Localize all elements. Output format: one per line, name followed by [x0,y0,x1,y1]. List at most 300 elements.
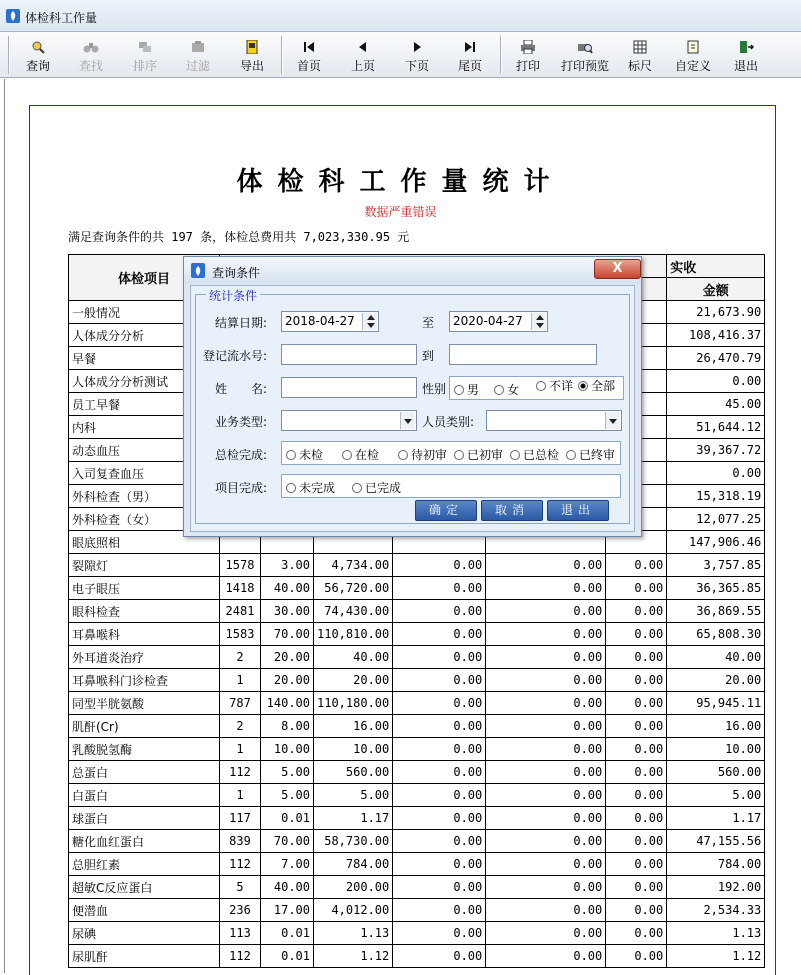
cell-name: 糖化血红蛋白 [69,830,220,853]
cell-total: 1.12 [314,945,393,968]
cell-amount: 192.00 [667,876,765,899]
table-row [69,554,765,577]
dialog-exit-button[interactable]: 退出 [547,500,609,521]
cell-cnt: 2 [220,646,261,669]
next-page-icon [409,40,425,54]
cell-price: 20.00 [261,646,314,669]
cell-name: 尿碘 [69,922,220,945]
sort-icon [137,40,153,54]
cell-cnt: 112 [220,761,261,784]
cell-c6: 0.00 [486,922,606,945]
cell-c7: 0.00 [606,761,667,784]
print-preview-label: 打印预览 [560,59,609,73]
cell-price: 70.00 [261,830,314,853]
cell-c7: 0.00 [606,876,667,899]
window-title: 体检科工作量 [25,11,98,25]
next-page-label: 下页 [404,59,429,73]
cell-name: 外耳道炎治疗 [69,646,220,669]
cell-price: 70.00 [261,623,314,646]
cell-price: 5.00 [261,784,314,807]
cell-c5: 0.00 [393,738,486,761]
ruler-icon [632,40,648,54]
radio-dot [494,385,504,395]
cell-name: 动态血压 [69,439,220,462]
cell-c7: 0.00 [606,577,667,600]
cell-price: 10.00 [261,738,314,761]
cell-c7: 0.00 [606,853,667,876]
sort-button[interactable] [120,36,170,76]
cell-cnt: 112 [220,945,261,968]
cell-c5: 0.00 [393,646,486,669]
table-row [69,876,765,899]
prev-page-button[interactable] [338,36,388,76]
cell-price: 20.00 [261,669,314,692]
gender-female-label: 女 [507,383,520,397]
print-preview-button[interactable] [557,36,613,76]
radio-dot [510,450,520,460]
cell-total: 1.17 [314,807,393,830]
print-label: 打印 [515,59,540,73]
cell-c6: 0.00 [486,899,606,922]
table-row [69,738,765,761]
report-summary: 满足查询条件的共 197 条，体检总费用共 7,023,330.95 元 [68,230,410,244]
table-row [69,807,765,830]
cell-c6: 0.00 [486,738,606,761]
exit-button[interactable] [721,36,771,76]
cell-name: 内科 [69,416,220,439]
query-icon [30,40,46,54]
next-page-button[interactable] [392,36,442,76]
gender-unknown-radio[interactable] [536,377,573,394]
report-error-message: 数据严重错误 [364,205,437,219]
cell-cnt: 236 [220,899,261,922]
table-row [69,669,765,692]
cell-cnt: 1 [220,784,261,807]
table-row [69,899,765,922]
cell-cnt: 113 [220,922,261,945]
customize-label: 自定义 [674,59,711,73]
col-header-shishou: 实收 [667,255,765,278]
cell-c6: 0.00 [486,876,606,899]
cell-c5: 0.00 [393,715,486,738]
cell-c6: 0.00 [486,761,606,784]
date-to-label: 至 [422,316,435,330]
cell-c7: 0.00 [606,830,667,853]
cell-amount: 10.00 [667,738,765,761]
cell-c5: 0.00 [393,623,486,646]
ruler-button[interactable] [615,36,665,76]
dialog-close-button[interactable]: X [594,259,641,279]
table-row [69,692,765,715]
settle-date-label: 结算日期: [215,316,268,330]
cell-c6: 0.00 [486,554,606,577]
cell-amount: 1.13 [667,922,765,945]
cell-c7: 0.00 [606,807,667,830]
cell-total: 784.00 [314,853,393,876]
cell-cnt: 112 [220,853,261,876]
cell-total: 74,430.00 [314,600,393,623]
cell-name: 入司复查血压 [69,462,220,485]
cell-name: 球蛋白 [69,807,220,830]
final-check-option[interactable] [510,446,559,463]
cell-name: 尿肌酐 [69,945,220,968]
cell-c6: 0.00 [486,715,606,738]
table-row [69,853,765,876]
cell-c5: 0.00 [393,830,486,853]
cell-c6: 0.00 [486,807,606,830]
cell-c5: 0.00 [393,945,486,968]
gender-male-label: 男 [467,383,480,397]
cell-cnt: 839 [220,830,261,853]
serial-number-label: 登记流水号: [203,349,268,363]
cell-name: 总蛋白 [69,761,220,784]
cell-amount: 147,906.46 [667,531,765,554]
radio-dot [286,450,296,460]
item-done-radio-group [281,474,621,498]
cell-price: 3.00 [261,554,314,577]
staff-type-select[interactable] [486,410,622,431]
export-label: 导出 [239,59,264,73]
cell-amount: 16.00 [667,715,765,738]
cell-cnt: 787 [220,692,261,715]
cell-c7: 0.00 [606,646,667,669]
gender-female-radio[interactable] [494,381,519,398]
gender-radio-group [449,376,624,400]
last-page-label: 尾页 [457,59,482,73]
cell-price: 7.00 [261,853,314,876]
staff-type-label: 人员类别: [422,415,475,429]
cell-amount: 95,945.11 [667,692,765,715]
cell-total: 56,720.00 [314,577,393,600]
cell-c6: 0.00 [486,784,606,807]
cell-amount: 0.00 [667,462,765,485]
final-check-label: 总检完成: [215,448,268,462]
cell-c6: 0.00 [486,669,606,692]
cell-c7: 0.00 [606,669,667,692]
cell-c7: 0.00 [606,922,667,945]
table-row [69,922,765,945]
cell-price: 17.00 [261,899,314,922]
cell-cnt: 117 [220,807,261,830]
gender-all-label: 全部 [591,379,616,393]
business-type-select[interactable] [281,410,417,431]
cell-name: 外科检查（男） [69,485,220,508]
cell-cnt: 1 [220,669,261,692]
find-label: 查找 [78,59,103,73]
dialog-titlebar [184,257,641,284]
criteria-group-title: 统计条件 [206,287,260,304]
cell-amount: 45.00 [667,393,765,416]
app-icon [6,9,20,23]
final-check-option-label: 已初审 [467,448,504,462]
cell-name: 耳鼻喉科门诊检查 [69,669,220,692]
cell-amount: 15,318.19 [667,485,765,508]
cell-c5: 0.00 [393,784,486,807]
cell-total: 560.00 [314,761,393,784]
cell-total: 58,730.00 [314,830,393,853]
toolbar [0,32,801,78]
prev-page-icon [355,40,371,54]
table-row [69,830,765,853]
cell-c6: 0.00 [486,853,606,876]
cell-name: 早餐 [69,347,220,370]
table-row [69,577,765,600]
cell-total: 5.00 [314,784,393,807]
cell-c7: 0.00 [606,600,667,623]
cell-total: 16.00 [314,715,393,738]
final-check-option[interactable] [342,446,379,463]
cell-c7: 0.00 [606,784,667,807]
cell-price: 30.00 [261,600,314,623]
last-page-button[interactable] [445,36,495,76]
cell-c5: 0.00 [393,922,486,945]
cell-c7: 0.00 [606,715,667,738]
final-check-option-label: 已总检 [523,448,560,462]
cell-c7: 0.00 [606,945,667,968]
item-done-option[interactable] [352,479,401,496]
cell-amount: 47,155.56 [667,830,765,853]
cell-amount: 39,367.72 [667,439,765,462]
exit-icon [738,40,754,54]
cell-total: 110,810.00 [314,623,393,646]
serial-from-input[interactable] [281,344,417,365]
cell-amount: 20.00 [667,669,765,692]
cell-amount: 26,470.79 [667,347,765,370]
cell-c6: 0.00 [486,623,606,646]
cell-name: 白蛋白 [69,784,220,807]
table-row [69,784,765,807]
cell-c5: 0.00 [393,577,486,600]
toolbar-separator [8,36,10,74]
cell-name: 眼底照相 [69,531,220,554]
filter-label: 过滤 [185,59,210,73]
final-check-option[interactable] [286,446,323,463]
cell-price: 40.00 [261,577,314,600]
cell-c6: 0.00 [486,830,606,853]
cell-c6: 0.00 [486,945,606,968]
query-label: 查询 [25,59,50,73]
exit-label: 退出 [733,59,758,73]
radio-dot [566,450,576,460]
cell-total: 20.00 [314,669,393,692]
cell-price: 0.01 [261,945,314,968]
cell-total: 200.00 [314,876,393,899]
toolbar-separator [500,36,502,74]
export-icon [244,40,260,54]
cell-cnt: 2 [220,715,261,738]
cell-name: 耳鼻喉科 [69,623,220,646]
dialog-title: 查询条件 [212,266,261,280]
cell-amount: 0.00 [667,370,765,393]
cell-amount: 1.12 [667,945,765,968]
chevron-down-icon[interactable] [400,412,415,429]
date-to-spinner[interactable] [531,313,546,330]
radio-dot-selected [578,381,588,391]
cell-name: 同型半胱氨酸 [69,692,220,715]
final-check-radio-group [281,441,621,465]
gender-unknown-label: 不详 [549,379,574,393]
cell-total: 1.13 [314,922,393,945]
cell-total: 40.00 [314,646,393,669]
item-done-option-label: 未完成 [299,481,336,495]
cell-name: 总胆红素 [69,853,220,876]
final-check-option[interactable] [454,446,503,463]
cell-cnt: 1578 [220,554,261,577]
cell-total: 10.00 [314,738,393,761]
cell-cnt: 2481 [220,600,261,623]
print-button[interactable] [503,36,553,76]
radio-dot [454,450,464,460]
cell-cnt: 1418 [220,577,261,600]
cell-amount: 108,416.37 [667,324,765,347]
criteria-group [195,289,630,524]
cell-name: 超敏C反应蛋白 [69,876,220,899]
customize-button[interactable] [668,36,718,76]
cell-amount: 40.00 [667,646,765,669]
col-header-item: 体检项目 [69,255,220,301]
final-check-option[interactable] [566,446,615,463]
cell-name: 眼科检查 [69,600,220,623]
item-done-label: 项目完成: [215,481,268,495]
item-done-option[interactable] [286,479,335,496]
cell-c7: 0.00 [606,738,667,761]
cell-total: 110,180.00 [314,692,393,715]
radio-dot [454,385,464,395]
final-check-option[interactable] [398,446,447,463]
filter-icon [190,40,206,54]
cell-c5: 0.00 [393,554,486,577]
cell-amount: 21,673.90 [667,301,765,324]
cell-c5: 0.00 [393,669,486,692]
cell-name: 裂隙灯 [69,554,220,577]
cell-c5: 0.00 [393,807,486,830]
cell-name: 便潜血 [69,899,220,922]
cell-amount: 36,869.55 [667,600,765,623]
report-title: 体检科工作量统计 [236,167,565,197]
col-header-amount: 金额 [667,278,765,301]
table-row [69,761,765,784]
cell-c7: 0.00 [606,692,667,715]
cell-name: 人体成分分析测试 [69,370,220,393]
radio-dot [286,483,296,493]
cell-c7: 0.00 [606,623,667,646]
table-row [69,945,765,968]
radio-dot [536,381,546,391]
last-page-icon [462,40,478,54]
cell-amount: 12,077.25 [667,508,765,531]
cell-name: 人体成分分析 [69,324,220,347]
cell-c5: 0.00 [393,761,486,784]
ok-button[interactable]: 确定 [415,500,477,521]
radio-dot [398,450,408,460]
export-button[interactable] [227,36,277,76]
radio-dot [342,450,352,460]
cell-price: 40.00 [261,876,314,899]
cell-c5: 0.00 [393,899,486,922]
cell-amount: 36,365.85 [667,577,765,600]
final-check-option-label: 待初审 [411,448,448,462]
cell-price: 8.00 [261,715,314,738]
cell-amount: 1.17 [667,807,765,830]
cell-amount: 2,534.33 [667,899,765,922]
date-from-value: 2018-04-27 [285,314,355,328]
date-from-input[interactable] [281,311,379,332]
filter-button[interactable] [173,36,223,76]
table-row [69,600,765,623]
cell-c5: 0.00 [393,600,486,623]
printer-icon [520,40,536,54]
cell-c5: 0.00 [393,692,486,715]
cell-c5: 0.00 [393,853,486,876]
cell-name: 乳酸脱氢酶 [69,738,220,761]
prev-page-label: 上页 [350,59,375,73]
gender-all-radio[interactable] [578,377,615,394]
serial-to-input[interactable] [449,344,597,365]
cell-amount: 51,644.12 [667,416,765,439]
customize-icon [685,40,701,54]
cell-amount: 784.00 [667,853,765,876]
query-dialog [183,256,642,537]
date-to-input[interactable] [449,311,548,332]
cell-cnt: 1583 [220,623,261,646]
cell-amount: 5.00 [667,784,765,807]
chevron-down-icon[interactable] [605,412,620,429]
cell-cnt: 5 [220,876,261,899]
cell-name: 电子眼压 [69,577,220,600]
radio-dot [352,483,362,493]
cell-total: 4,734.00 [314,554,393,577]
cell-c5: 0.00 [393,876,486,899]
gender-male-radio[interactable] [454,381,479,398]
toolbar-separator [281,36,283,74]
first-page-button[interactable] [284,36,334,76]
name-input[interactable] [281,377,417,398]
item-done-option-label: 已完成 [365,481,402,495]
cell-cnt: 1 [220,738,261,761]
cell-name: 员工早餐 [69,393,220,416]
cell-c6: 0.00 [486,577,606,600]
dialog-body [190,285,635,532]
date-from-spinner[interactable] [362,313,377,330]
first-page-label: 首页 [296,59,321,73]
cell-name: 肌酐(Cr) [69,715,220,738]
find-button[interactable] [66,36,116,76]
print-preview-icon [577,40,593,54]
ruler-label: 标尺 [627,59,652,73]
final-check-option-label: 在检 [355,448,380,462]
query-button[interactable] [13,36,63,76]
table-row [69,623,765,646]
cell-name: 一般情况 [69,301,220,324]
dialog-app-icon [191,263,205,278]
cell-price: 140.00 [261,692,314,715]
cell-amount: 3,757.85 [667,554,765,577]
table-row [69,646,765,669]
cell-amount: 65,808.30 [667,623,765,646]
table-row [69,715,765,738]
cell-price: 0.01 [261,922,314,945]
cell-name: 外科检查（女） [69,508,220,531]
serial-to-label: 到 [422,349,435,363]
first-page-icon [301,40,317,54]
cell-c6: 0.00 [486,646,606,669]
name-label: 姓 名: [215,382,268,396]
cell-c7: 0.00 [606,899,667,922]
cancel-button[interactable]: 取消 [481,500,543,521]
cell-price: 0.01 [261,807,314,830]
date-to-value: 2020-04-27 [453,314,523,328]
gender-label: 性别 [422,382,447,396]
